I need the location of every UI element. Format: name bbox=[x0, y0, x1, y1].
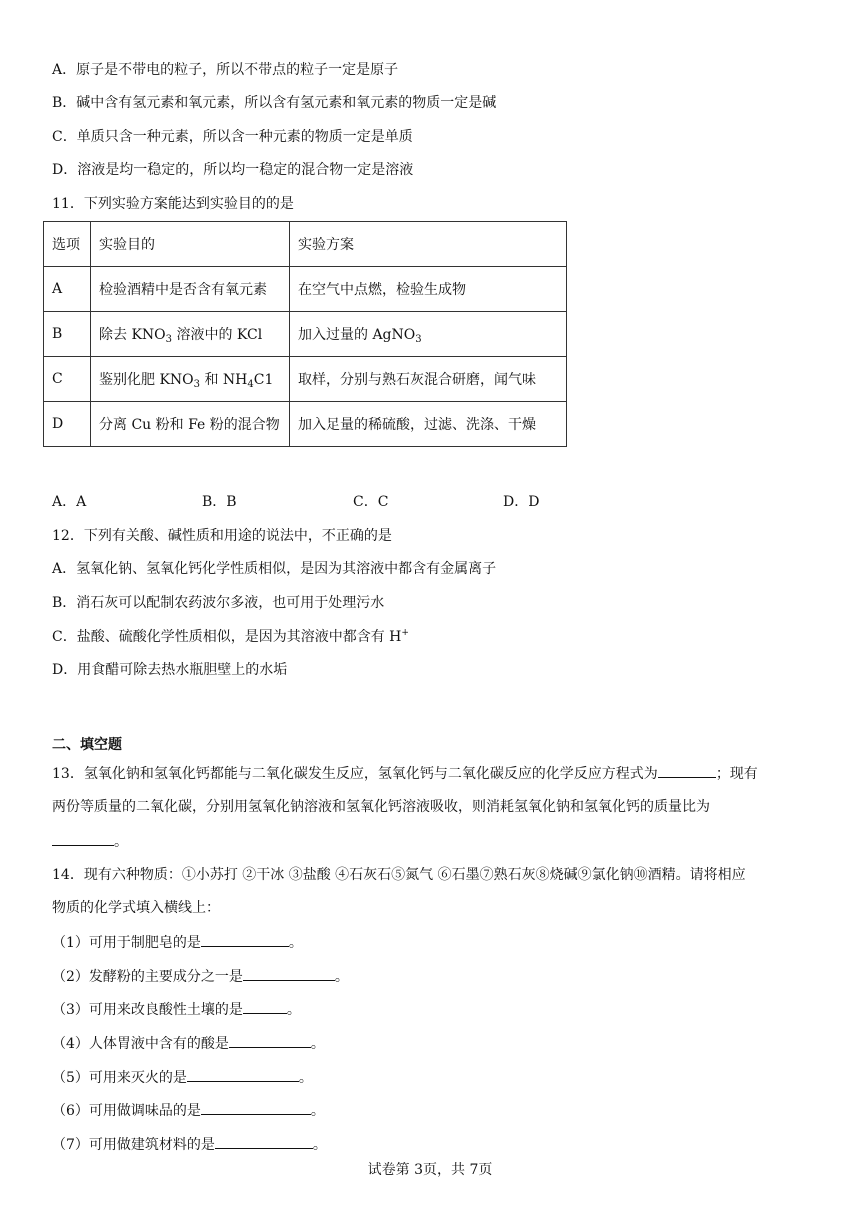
q14-item: （3）可用来改良酸性土壤的是 。 bbox=[52, 999, 301, 1020]
q13-line1: 13．氢氧化钠和氢氧化钙都能与二氧化碳发生反应，氢氧化钙与二氧化碳反应的化学反应方程式为 ；现有 bbox=[52, 763, 758, 784]
q10-option-a: A．原子是不带电的粒子，所以不带点的粒子一定是原子 bbox=[52, 62, 399, 78]
table-cell-option: D bbox=[44, 402, 91, 447]
answer-blank[interactable] bbox=[658, 763, 716, 778]
table-header-row bbox=[44, 222, 567, 267]
table-cell-method: 取样，分别与熟石灰混合研磨，闻气味 bbox=[290, 357, 567, 402]
table-cell-option: A bbox=[44, 267, 91, 312]
table-row bbox=[44, 312, 567, 357]
table-header-cell: 实验目的 bbox=[91, 222, 290, 267]
table-row bbox=[44, 267, 567, 312]
table-cell-purpose: 分离 Cu 粉和 Fe 粉的混合物 bbox=[91, 402, 290, 447]
q10-option-c: C．单质只含一种元素，所以含一种元素的物质一定是单质 bbox=[52, 129, 413, 145]
q13-line2: 两份等质量的二氧化碳，分别用氢氧化钠溶液和氢氧化钙溶液吸收，则消耗氢氧化钠和氢氧化钙的质量比为 bbox=[52, 799, 710, 815]
answer-blank[interactable] bbox=[243, 999, 287, 1014]
page-footer: 试卷第 3页，共 7页 bbox=[367, 1162, 493, 1178]
experiment-table bbox=[43, 221, 567, 447]
q13-line3: 。 bbox=[52, 831, 128, 852]
answer-blank[interactable] bbox=[187, 1067, 299, 1082]
q14-stem-line2: 物质的化学式填入横线上： bbox=[52, 900, 220, 916]
q11-option-d: D．D bbox=[503, 494, 540, 510]
q12-option-b: B．消石灰可以配制农药波尔多液，也可用于处理污水 bbox=[52, 595, 385, 611]
table-cell-purpose: 鉴别化肥 $KNO_3$ 和 $NH_4C1$ bbox=[91, 357, 290, 402]
q12-stem: 12．下列有关酸、碱性质和用途的说法中，不正确的是 bbox=[52, 528, 392, 544]
q14-item: （4）人体胃液中含有的酸是 。 bbox=[52, 1033, 325, 1054]
q12-option-a: A．氢氧化钠、氢氧化钙化学性质相似，是因为其溶液中都含有金属离子 bbox=[52, 561, 497, 577]
q14-item: （7）可用做建筑材料的是 。 bbox=[52, 1134, 327, 1155]
q14-stem-line1: 14．现有六种物质：①小苏打 ②干冰 ③盐酸 ④石灰石⑤氮气 ⑥石墨⑦熟石灰⑧烧碱⑨氯化钠⑩酒精。请将相应 bbox=[52, 867, 746, 883]
q10-option-b: B．碱中含有氢元素和氧元素，所以含有氢元素和氧元素的物质一定是碱 bbox=[52, 95, 497, 111]
q11-option-a: A．A bbox=[52, 494, 87, 510]
table-header-cell: 选项 bbox=[44, 222, 91, 267]
table-row bbox=[44, 357, 567, 402]
q14-item: （2）发酵粉的主要成分之一是 。 bbox=[52, 966, 349, 987]
table-header-cell: 实验方案 bbox=[290, 222, 567, 267]
q11-stem: 11．下列实验方案能达到实验目的的是 bbox=[52, 196, 294, 212]
table-row bbox=[44, 402, 567, 447]
table-cell-purpose: 除去 $KNO_3$ 溶液中的 KCl bbox=[91, 312, 290, 357]
answer-blank[interactable] bbox=[201, 932, 289, 947]
answer-blank[interactable] bbox=[52, 831, 114, 846]
table-cell-method: 加入足量的稀硫酸，过滤、洗涤、干燥 bbox=[290, 402, 567, 447]
table-cell-method: 在空气中点燃，检验生成物 bbox=[290, 267, 567, 312]
table-cell-option: B bbox=[44, 312, 91, 357]
q11-option-c: C．C bbox=[353, 494, 389, 510]
q12-option-d: D．用食醋可除去热水瓶胆壁上的水垢 bbox=[52, 662, 288, 678]
q11-option-b: B．B bbox=[202, 494, 237, 510]
table-cell-purpose: 检验酒精中是否含有氧元素 bbox=[91, 267, 290, 312]
answer-blank[interactable] bbox=[215, 1134, 313, 1149]
section-title: 二、填空题 bbox=[52, 737, 122, 753]
answer-blank[interactable] bbox=[229, 1033, 311, 1048]
q12-option-c: C．盐酸、硫酸化学性质相似，是因为其溶液中都含有 H+ bbox=[52, 628, 409, 645]
q14-item: （5）可用来灭火的是 。 bbox=[52, 1067, 313, 1088]
q14-item: （1）可用于制肥皂的是 。 bbox=[52, 932, 303, 953]
answer-blank[interactable] bbox=[201, 1100, 311, 1115]
q10-option-d: D．溶液是均一稳定的，所以均一稳定的混合物一定是溶液 bbox=[52, 162, 414, 178]
q14-item: （6）可用做调味品的是 。 bbox=[52, 1100, 325, 1121]
table-cell-option: C bbox=[44, 357, 91, 402]
table-cell-method: 加入过量的 AgNO$_3$ bbox=[290, 312, 567, 357]
answer-blank[interactable] bbox=[243, 966, 335, 981]
